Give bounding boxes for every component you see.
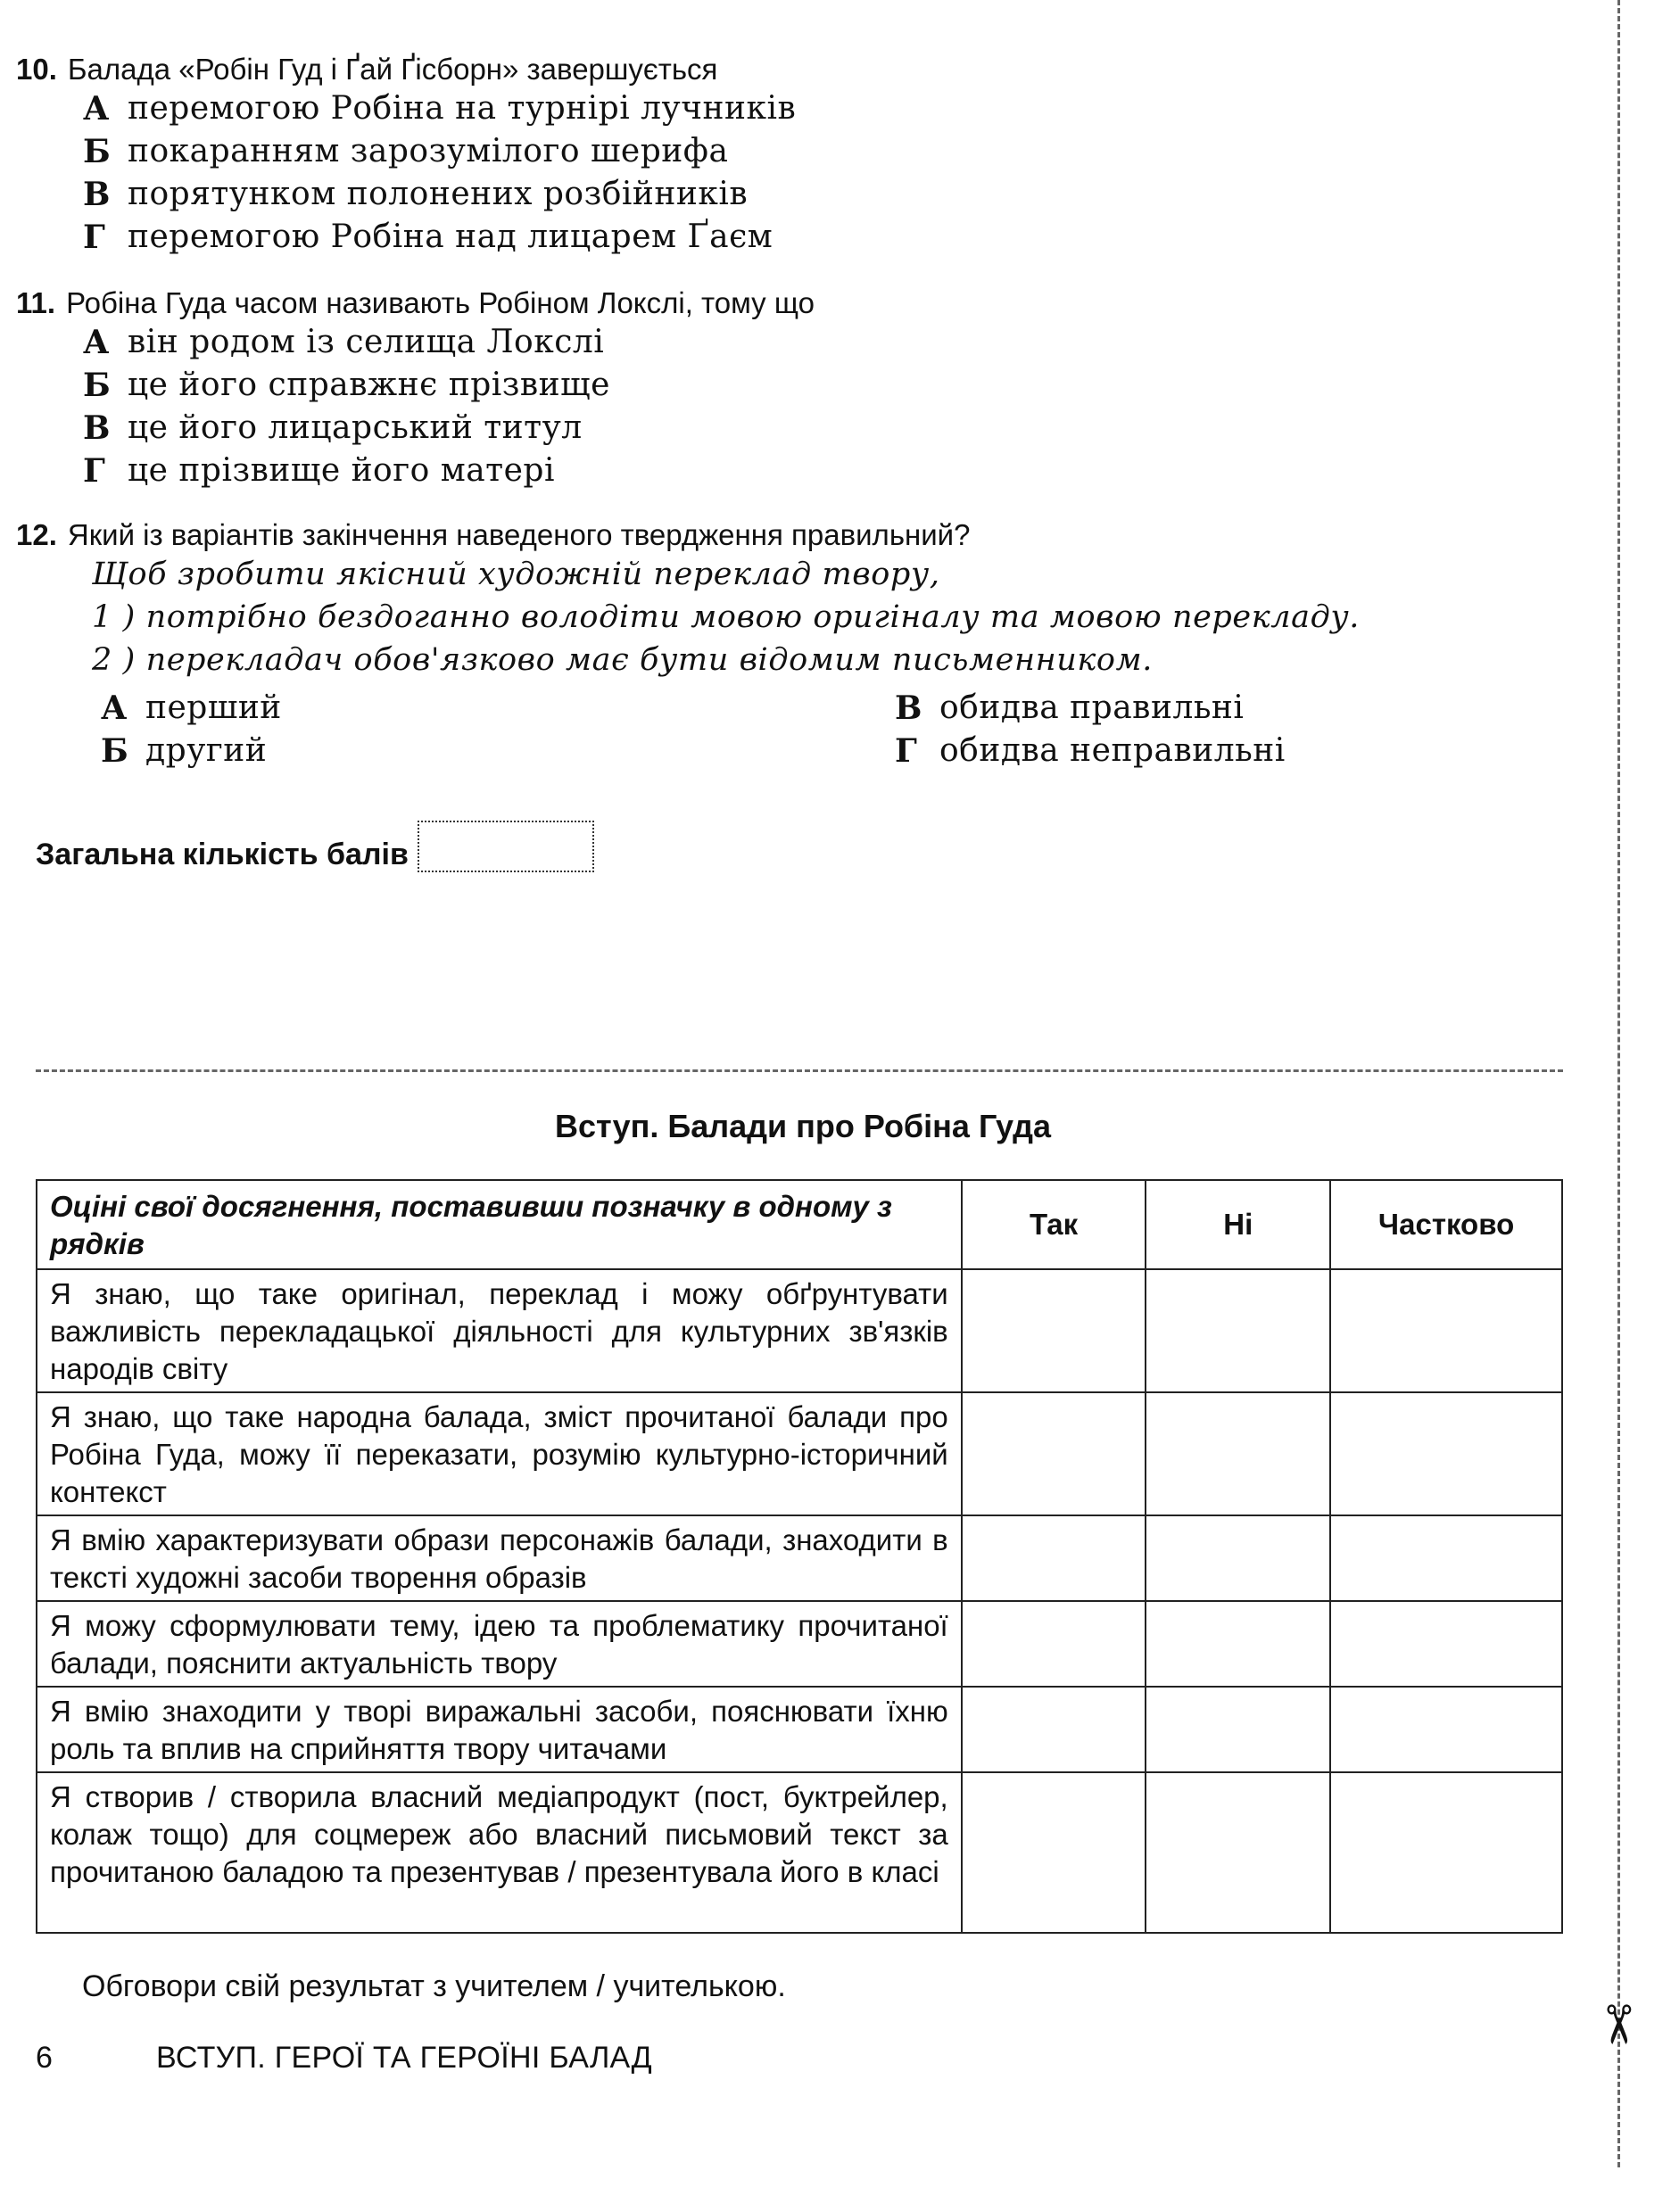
total-score bbox=[36, 821, 594, 872]
checkbox-cell-no[interactable] bbox=[1146, 1601, 1330, 1687]
option-letter: В bbox=[895, 689, 922, 727]
question-11 bbox=[16, 285, 815, 492]
row-statement: Я вмію характеризувати образи персонажів балади, знаходити в тексті художні засоби творення образів bbox=[37, 1515, 962, 1601]
checkbox-cell-partially[interactable] bbox=[1330, 1772, 1562, 1933]
total-score-label: Загальна кількість балів bbox=[36, 838, 409, 871]
option-text: це його справжнє прізвище bbox=[128, 367, 610, 403]
checkbox-cell-yes[interactable] bbox=[962, 1269, 1146, 1392]
checkbox-cell-yes[interactable] bbox=[962, 1601, 1146, 1687]
question-stem bbox=[16, 285, 815, 321]
option-v[interactable] bbox=[895, 687, 1341, 730]
checkbox-cell-yes[interactable] bbox=[962, 1687, 1146, 1772]
checkbox-cell-no[interactable] bbox=[1146, 1515, 1330, 1601]
option-text: обидва правильні bbox=[939, 689, 1245, 726]
option-b[interactable] bbox=[83, 364, 815, 407]
option-b[interactable] bbox=[101, 730, 895, 772]
table-header-row bbox=[37, 1180, 1562, 1269]
option-letter: Г bbox=[895, 732, 918, 770]
question-text: Балада «Робін Гуд і Ґай Ґісборн» завершується bbox=[67, 53, 718, 86]
table-row bbox=[37, 1601, 1562, 1687]
question-number: 11. bbox=[16, 286, 56, 319]
option-text: покаранням зарозумілого шерифа bbox=[128, 133, 729, 169]
option-letter: Б bbox=[83, 133, 112, 170]
option-text: другий bbox=[145, 732, 268, 769]
checkbox-cell-partially[interactable] bbox=[1330, 1601, 1562, 1687]
column-header-yes: Так bbox=[962, 1180, 1146, 1269]
option-v[interactable] bbox=[83, 407, 815, 450]
row-statement: Я створив / створила власний медіапродукт (пост, буктрейлер, колаж тощо) для соцмереж або власний письмовий текст за прочитаною баладою та презентував / презентувала його в класі bbox=[37, 1772, 962, 1933]
table-row bbox=[37, 1515, 1562, 1601]
option-text: обидва неправильні bbox=[939, 732, 1286, 769]
question-text: Робіна Гуда часом називають Робіном Локслі, тому що bbox=[66, 286, 815, 319]
column-header-partially: Частково bbox=[1330, 1180, 1562, 1269]
checkbox-cell-no[interactable] bbox=[1146, 1687, 1330, 1772]
option-text: перемогою Робіна на турнірі лучників bbox=[128, 90, 797, 127]
question-stem bbox=[16, 52, 796, 87]
option-text: він родом із селища Локслі bbox=[128, 324, 605, 360]
option-text: це прізвище його матері bbox=[128, 452, 555, 489]
checkbox-cell-no[interactable] bbox=[1146, 1772, 1330, 1933]
cut-line-horizontal bbox=[36, 1069, 1563, 1072]
option-a[interactable] bbox=[101, 687, 895, 730]
checkbox-cell-no[interactable] bbox=[1146, 1269, 1330, 1392]
option-g[interactable] bbox=[83, 216, 796, 259]
checkbox-cell-no[interactable] bbox=[1146, 1392, 1330, 1515]
cut-line-vertical bbox=[1617, 0, 1620, 2167]
option-letter: В bbox=[83, 176, 111, 213]
checkbox-cell-partially[interactable] bbox=[1330, 1392, 1562, 1515]
option-text: перемогою Робіна над лицарем Ґаєм bbox=[128, 219, 773, 255]
row-statement: Я знаю, що таке оригінал, переклад і можу обґрунтувати важливість перекладацької діяльності для культурних зв'язків народів світу bbox=[37, 1269, 962, 1392]
question-10 bbox=[16, 52, 796, 259]
row-statement: Я можу сформулювати тему, ідею та проблематику прочитаної балади, пояснити актуальність твору bbox=[37, 1601, 962, 1687]
statement-line-2: 2 ) перекладач обов'язково має бути відомим письменником. bbox=[92, 642, 1153, 678]
discuss-note: Обговори свій результат з учителем / учителькою. bbox=[82, 1969, 786, 2003]
checkbox-cell-partially[interactable] bbox=[1330, 1269, 1562, 1392]
table-row bbox=[37, 1772, 1562, 1933]
option-letter: А bbox=[83, 90, 110, 128]
self-evaluation-table bbox=[36, 1179, 1563, 1934]
checkbox-cell-yes[interactable] bbox=[962, 1515, 1146, 1601]
page-number: 6 bbox=[36, 2041, 53, 2075]
score-input-box[interactable] bbox=[418, 821, 594, 872]
scissors-icon: ✂ bbox=[1586, 2002, 1650, 2048]
column-header-no: Ні bbox=[1146, 1180, 1330, 1269]
option-letter: А bbox=[83, 324, 110, 361]
question-number: 12. bbox=[16, 518, 57, 551]
option-text: порятунком полонених розбійників bbox=[128, 176, 749, 212]
checkbox-cell-partially[interactable] bbox=[1330, 1515, 1562, 1601]
question-text: Який із варіантів закінчення наведеного твердження правильний? bbox=[67, 518, 971, 551]
checkbox-cell-yes[interactable] bbox=[962, 1392, 1146, 1515]
instruction-header: Оцінi свої досягнення, поставивши позначку в одному з рядків bbox=[37, 1180, 962, 1269]
option-text: це його лицарський титул bbox=[128, 409, 583, 446]
statement-intro: Щоб зробити якісний художній переклад твору, bbox=[92, 557, 940, 592]
chapter-title: ВСТУП. ГЕРОЇ ТА ГЕРОЇНІ БАЛАД bbox=[156, 2041, 652, 2075]
question-stem bbox=[16, 517, 1360, 553]
option-letter: Г bbox=[83, 219, 106, 256]
option-g[interactable] bbox=[895, 730, 1341, 772]
option-g[interactable] bbox=[83, 450, 815, 492]
row-statement: Я вмію знаходити у творі виражальні засоби, пояснювати їхню роль та вплив на сприйняття твору читачами bbox=[37, 1687, 962, 1772]
question-number: 10. bbox=[16, 53, 57, 86]
option-letter: Б bbox=[83, 367, 112, 404]
checkbox-cell-yes[interactable] bbox=[962, 1772, 1146, 1933]
statement-block bbox=[92, 553, 1360, 681]
option-text: перший bbox=[145, 689, 282, 726]
option-b[interactable] bbox=[83, 130, 796, 173]
table-row bbox=[37, 1269, 1562, 1392]
option-letter: Г bbox=[83, 452, 106, 490]
option-v[interactable] bbox=[83, 173, 796, 216]
row-statement: Я знаю, що таке народна балада, зміст прочитаної балади про Робіна Гуда, можу її переказати, розумію культурно-історичний контекст bbox=[37, 1392, 962, 1515]
table-row bbox=[37, 1392, 1562, 1515]
option-a[interactable] bbox=[83, 321, 815, 364]
option-letter: В bbox=[83, 409, 111, 447]
section-title: Вступ. Балади про Робіна Гуда bbox=[555, 1108, 1051, 1144]
option-a[interactable] bbox=[83, 87, 796, 130]
question-12 bbox=[16, 517, 1360, 772]
options-grid bbox=[101, 687, 1360, 772]
table-row bbox=[37, 1687, 1562, 1772]
option-letter: А bbox=[101, 689, 128, 727]
option-letter: Б bbox=[101, 732, 129, 770]
checkbox-cell-partially[interactable] bbox=[1330, 1687, 1562, 1772]
statement-line-1: 1 ) потрібно бездоганно володіти мовою оригіналу та мовою перекладу. bbox=[92, 599, 1360, 635]
page-footer bbox=[36, 2041, 652, 2076]
